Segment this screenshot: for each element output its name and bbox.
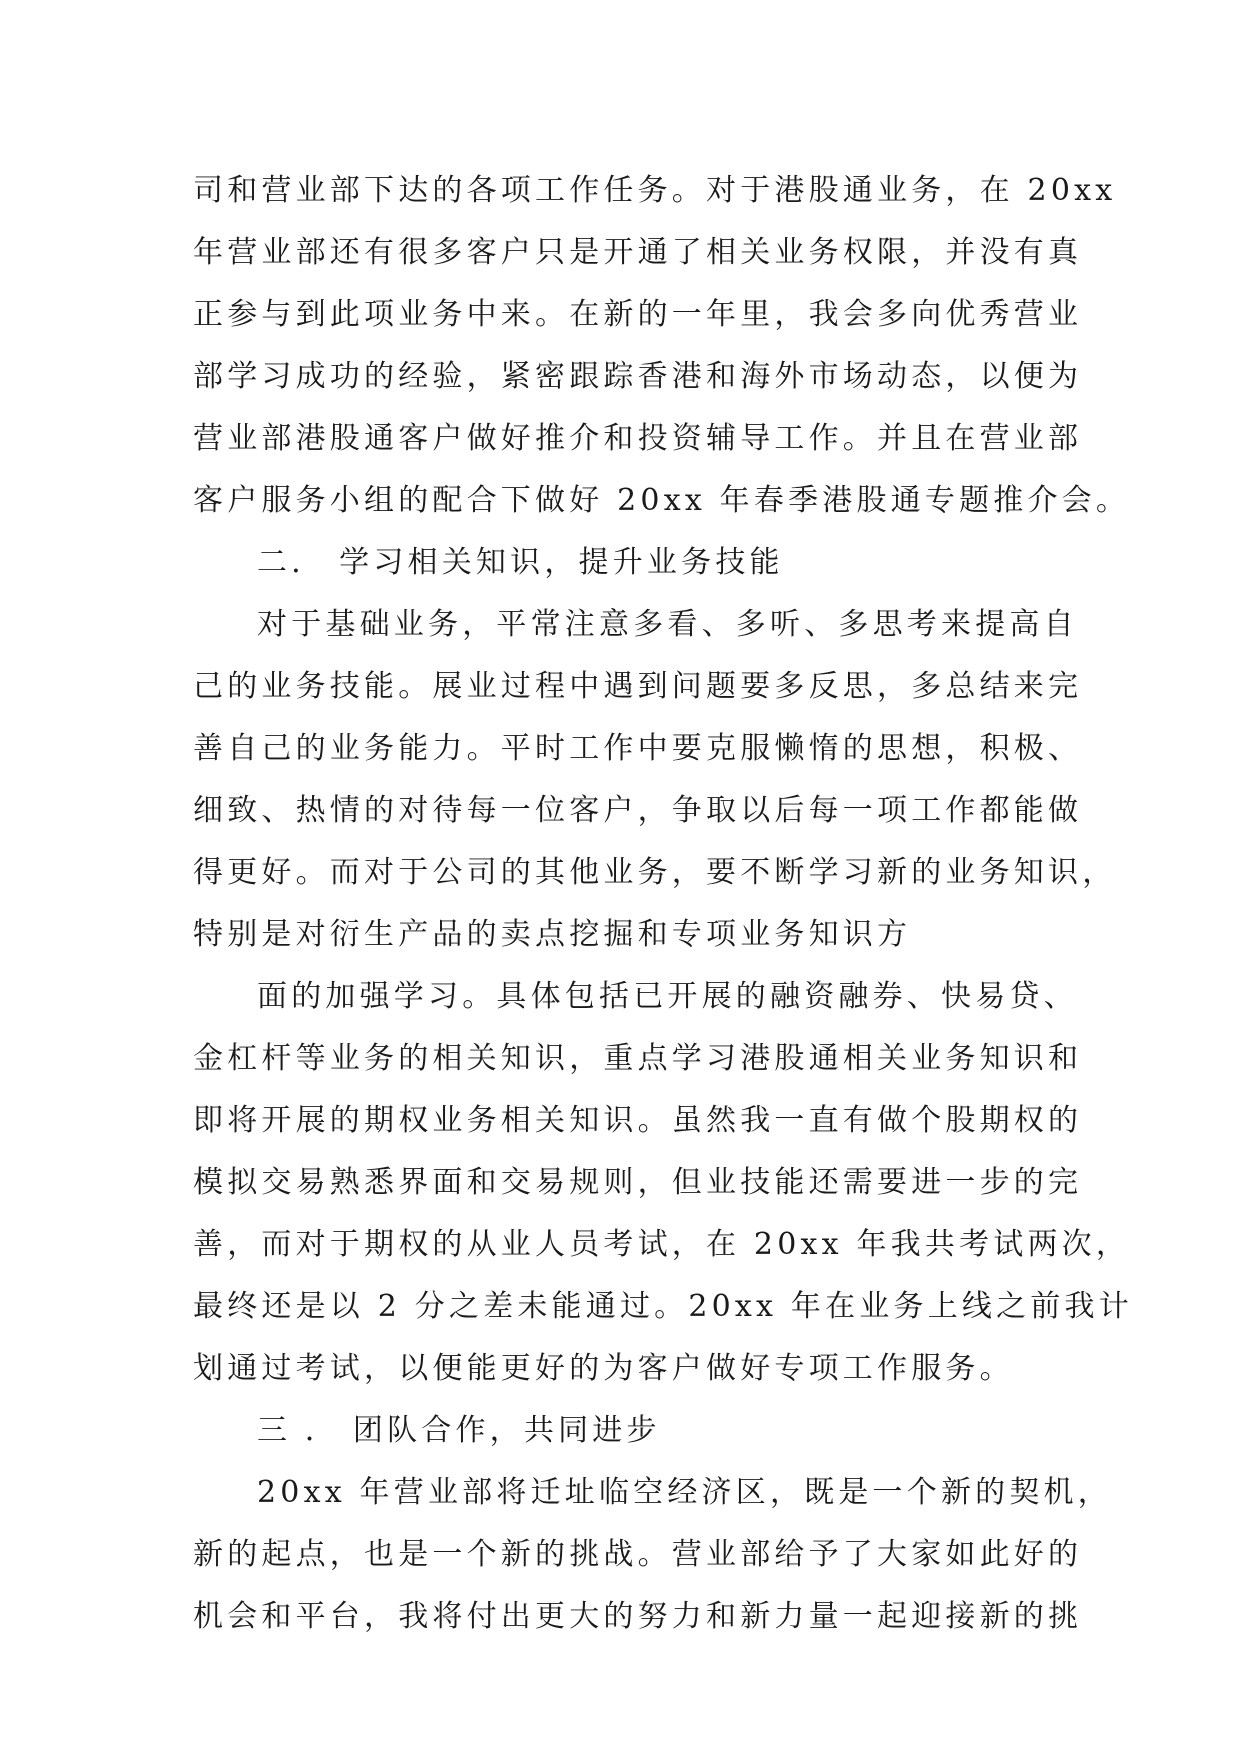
text-line: 客户服务小组的配合下做好 20xx 年春季港股通专题推介会。 bbox=[193, 483, 1131, 518]
text-line: 年营业部还有很多客户只是开通了相关业务权限，并没有真 bbox=[193, 235, 1083, 270]
text-line: 司和营业部下达的各项工作任务。对于港股通业务，在 20xx bbox=[193, 173, 1117, 208]
text-line: 20xx 年营业部将迁址临空经济区，既是一个新的契机， bbox=[257, 1475, 1112, 1510]
section-heading: 三 ． 团队合作，共同进步 bbox=[257, 1413, 661, 1448]
text-line: 善自己的业务能力。平时工作中要克服懒惰的思想，积极、 bbox=[193, 731, 1083, 766]
text-line: 得更好。而对于公司的其他业务，要不断学习新的业务知识， bbox=[193, 855, 1117, 890]
text-line: 即将开展的期权业务相关知识。虽然我一直有做个股期权的 bbox=[193, 1103, 1083, 1138]
text-line: 新的起点，也是一个新的挑战。营业部给予了大家如此好的 bbox=[193, 1537, 1083, 1572]
text-line: 面的加强学习。具体包括已开展的融资融券、快易贷、 bbox=[257, 979, 1078, 1014]
text-line: 机会和平台，我将付出更大的努力和新力量一起迎接新的挑 bbox=[193, 1599, 1083, 1634]
text-line: 正参与到此项业务中来。在新的一年里，我会多向优秀营业 bbox=[193, 297, 1083, 332]
text-line: 划通过考试，以便能更好的为客户做好专项工作服务。 bbox=[193, 1351, 1014, 1386]
text-line: 善，而对于期权的从业人员考试，在 20xx 年我共考试两次， bbox=[193, 1227, 1131, 1262]
text-line: 最终还是以 2 分之差未能通过。20xx 年在业务上线之前我计 bbox=[193, 1289, 1133, 1324]
text-line: 细致、热情的对待每一位客户，争取以后每一项工作都能做 bbox=[193, 793, 1083, 828]
text-line: 金杠杆等业务的相关知识，重点学习港股通相关业务知识和 bbox=[193, 1041, 1083, 1076]
body-text bbox=[193, 160, 1133, 1648]
text-line: 特别是对衍生产品的卖点挖掘和专项业务知识方 bbox=[193, 917, 912, 952]
text-line: 模拟交易熟悉界面和交易规则，但业技能还需要进一步的完 bbox=[193, 1165, 1083, 1200]
section-heading: 二． 学习相关知识，提升业务技能 bbox=[257, 545, 784, 580]
text-line: 营业部港股通客户做好推介和投资辅导工作。并且在营业部 bbox=[193, 421, 1083, 456]
text-line: 部学习成功的经验，紧密跟踪香港和海外市场动态，以便为 bbox=[193, 359, 1083, 394]
text-line: 己的业务技能。展业过程中遇到问题要多反思，多总结来完 bbox=[193, 669, 1083, 704]
text-line: 对于基础业务，平常注意多看、多听、多思考来提高自 bbox=[257, 607, 1078, 642]
